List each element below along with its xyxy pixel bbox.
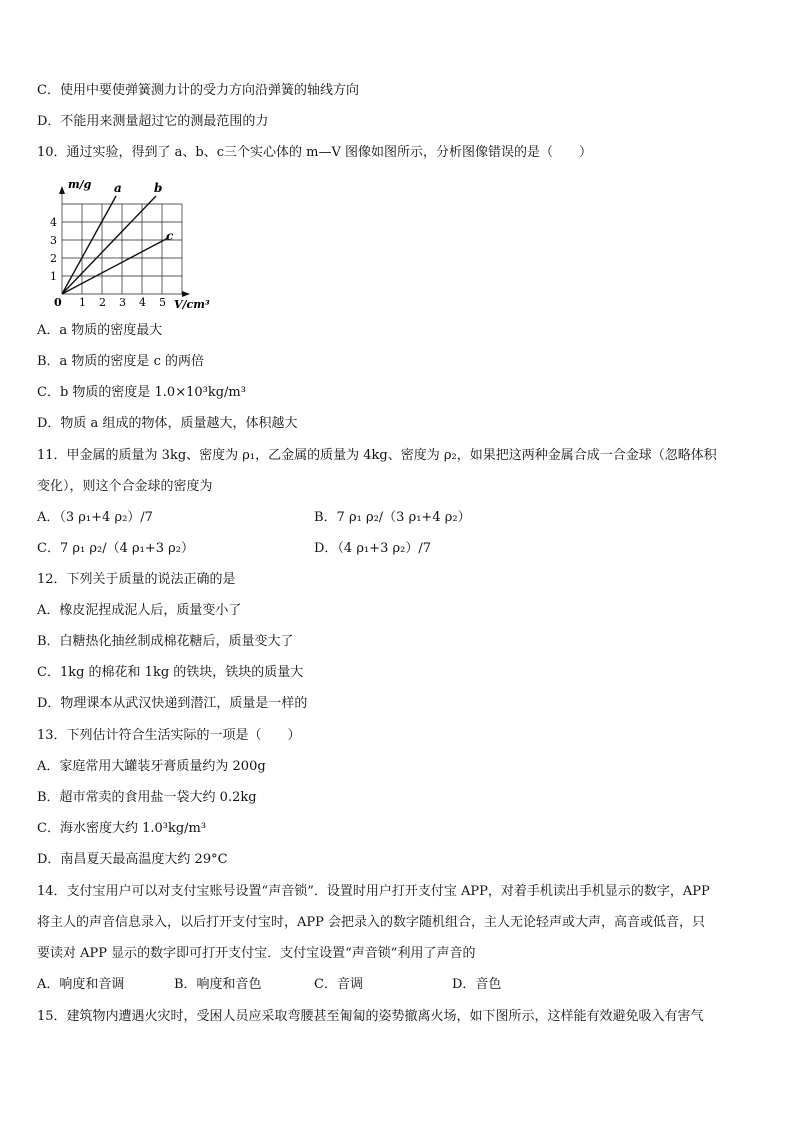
y-tick: 4 [50,216,57,229]
question-14-stem-line1: 14．支付宝用户可以对支付宝账号设置“声音锁”．设置时用户打开支付宝 APP，对着手机读出手机显示的数字，APP [37,884,710,899]
question-11-option-d: D．（4 ρ₁+3 ρ₂）/7 [314,541,431,556]
question-14-option-c: C．音调 [314,977,363,992]
question-14-stem-line2: 将主人的声音信息录入，以后打开支付宝时，APP 会把录入的数字随机组合，主人无论轻声或大声，高音或低音，只 [37,915,706,930]
question-12-option-b: B．白糖热化抽丝制成棉花糖后，质量变大了 [37,634,294,649]
line-label-a: a [114,181,122,195]
question-9-option-d: D．不能用来测量超过它的测最范围的力 [37,114,269,129]
question-10-option-a: A．a 物质的密度最大 [37,323,163,338]
question-10-option-d: D．物质 a 组成的物体，质量越大，体积越大 [37,416,298,431]
question-10-stem: 10．通过实验，得到了 a、b、c三个实心体的 m—V 图像如图所示，分析图像错误的是（ ） [37,145,593,160]
x-tick: 1 [79,296,86,309]
question-13-option-d: D．南昌夏天最高温度大约 29°C [37,852,228,867]
y-tick: 1 [50,270,57,283]
question-12-option-a: A．橡皮泥捏成泥人后，质量变小了 [37,603,242,618]
x-tick: 4 [139,296,146,309]
question-14-option-a: A．响度和音调 [37,977,125,992]
question-14-option-b: B．响度和音色 [174,977,262,992]
question-11-option-c: C．7 ρ₁ ρ₂/（4 ρ₁+3 ρ₂） [37,541,194,556]
x-axis-label: V/cm³ [174,298,210,311]
question-10-option-b: B．a 物质的密度是 c 的两倍 [37,354,204,369]
question-13-option-a: A．家庭常用大罐装牙膏质量约为 200g [37,759,266,774]
question-10-option-c: C．b 物质的密度是 1.0×10³kg/m³ [37,385,246,400]
question-11-stem-line1: 11．甲金属的质量为 3kg、密度为 ρ₁，乙金属的质量为 4kg、密度为 ρ₂，如果把这两种金属合成一合金球（忽略体积 [37,448,717,463]
question-11-option-b: B．7 ρ₁ ρ₂/（3 ρ₁+4 ρ₂） [314,510,471,525]
question-11-stem-line2: 变化），则这个合金球的密度为 [37,479,213,494]
question-15-stem: 15．建筑物内遭遇火灾时，受困人员应采取弯腰甚至匍匐的姿势撤离火场，如下图所示，这样能有效避免吸入有害气 [37,1009,704,1024]
origin-label: 0 [54,296,62,309]
question-14-option-d: D．音色 [452,977,502,992]
question-13-option-c: C．海水密度大约 1.0³kg/m³ [37,821,207,836]
mass-volume-graph [44,172,224,312]
question-11-option-a: A．（3 ρ₁+4 ρ₂）/7 [37,510,153,525]
y-axis-label: m/g [68,178,92,191]
question-9-option-c: C．使用中要使弹簧测力计的受力方向沿弹簧的轴线方向 [37,83,359,98]
question-13-option-b: B．超市常卖的食用盐一袋大约 0.2kg [37,790,257,805]
question-12-stem: 12．下列关于质量的说法正确的是 [37,572,236,587]
y-tick: 3 [50,234,57,247]
y-tick: 2 [50,252,57,265]
x-tick: 2 [99,296,106,309]
line-label-c: c [166,229,174,243]
line-label-b: b [154,181,163,195]
question-12-option-c: C．1kg 的棉花和 1kg 的铁块，铁块的质量大 [37,665,304,680]
question-13-stem: 13．下列估计符合生活实际的一项是（ ） [37,728,301,743]
x-tick: 5 [159,296,166,309]
question-12-option-d: D．物理课本从武汉快递到潜江，质量是一样的 [37,696,308,711]
question-14-stem-line3: 要读对 APP 显示的数字即可打开支付宝．支付宝设置“声音锁”利用了声音的 [37,946,476,961]
x-tick: 3 [119,296,126,309]
